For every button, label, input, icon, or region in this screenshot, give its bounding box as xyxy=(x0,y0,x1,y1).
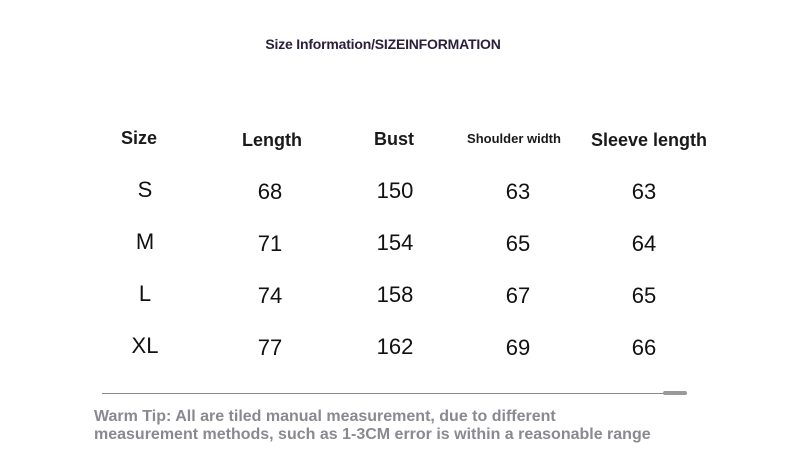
table-cell-bust: 154 xyxy=(376,230,414,255)
table-cell-sleeve-length: 63 xyxy=(631,179,657,204)
table-cell-bust: 150 xyxy=(376,178,414,203)
table-cell-shoulder-width: 69 xyxy=(505,335,531,360)
table-cell-size: L xyxy=(138,281,152,306)
header-bust: Bust xyxy=(374,129,414,149)
table-cell-bust: 158 xyxy=(376,282,414,307)
table-cell-length: 68 xyxy=(257,179,283,204)
warm-tip-line-2: measurement methods, such as 1-3CM error is within a reasonable range xyxy=(94,426,651,443)
table-cell-length: 71 xyxy=(257,231,283,256)
table-cell-length: 77 xyxy=(257,335,283,360)
table-cell-bust: 162 xyxy=(376,334,414,359)
header-shoulder-width: Shoulder width xyxy=(467,131,561,146)
table-cell-size: S xyxy=(137,177,153,202)
warm-tip-line-1: Warm Tip: All are tiled manual measurement, due to different xyxy=(94,408,556,425)
table-cell-sleeve-length: 66 xyxy=(631,335,657,360)
table-cell-shoulder-width: 65 xyxy=(505,231,531,256)
warm-tip-note xyxy=(94,408,734,444)
header-sleeve-length: Sleeve length xyxy=(590,130,708,150)
header-length: Length xyxy=(242,130,302,150)
table-cell-length: 74 xyxy=(257,283,283,308)
header-size: Size xyxy=(120,128,158,148)
page-title: Size Information/SIZEINFORMATION xyxy=(265,36,501,52)
table-cell-size: M xyxy=(135,229,155,254)
table-cell-sleeve-length: 65 xyxy=(631,283,657,308)
table-cell-sleeve-length: 64 xyxy=(631,231,657,256)
divider-end-mark xyxy=(663,391,687,395)
table-cell-shoulder-width: 67 xyxy=(505,283,531,308)
divider-line xyxy=(102,393,687,394)
table-cell-size: XL xyxy=(131,333,159,358)
table-cell-shoulder-width: 63 xyxy=(505,179,531,204)
